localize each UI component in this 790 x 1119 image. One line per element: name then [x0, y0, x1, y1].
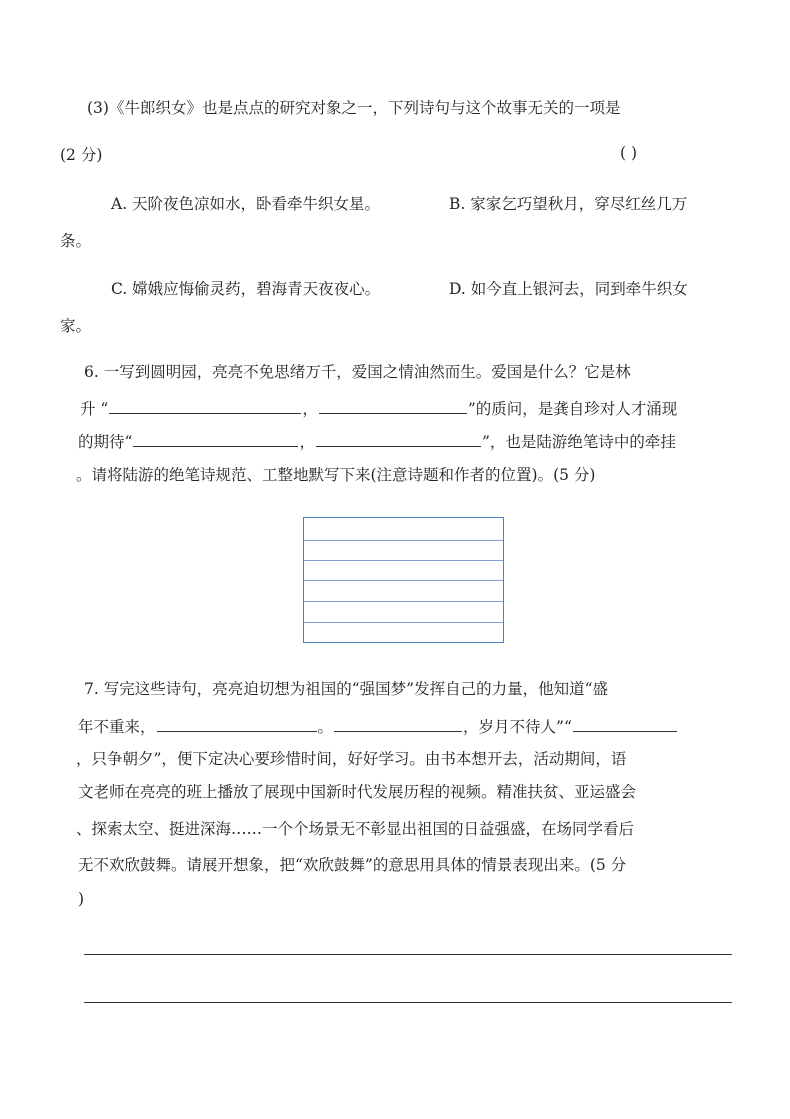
- q6-line3-prefix: 的期待“: [78, 433, 133, 451]
- answer-box-rule: [304, 601, 503, 602]
- q6-stem-line4: 。请将陆游的绝笔诗规范、工整地默写下来(注意诗题和作者的位置)。(5 分): [76, 466, 596, 484]
- q3-option-b-cont: 条。: [60, 232, 92, 250]
- q3-option-a: A. 天阶夜色凉如水，卧看牵牛织女星。: [111, 195, 381, 213]
- q6-line3-suffix: ”，也是陆游绝笔诗中的牵挂: [481, 433, 676, 451]
- q7-stem-line5: 、探索太空、挺进深海……一个个场景无不彰显出祖国的日益强盛，在场同学看后: [76, 820, 635, 838]
- q7-stem-line6: 无不欢欣鼓舞。请展开想象，把“欢欣鼓舞”的意思用具体的情景表现出来。(5 分: [78, 856, 627, 874]
- q6-blank-1[interactable]: [109, 397, 301, 414]
- q6-answer-box[interactable]: [303, 517, 504, 643]
- q7-blank-3[interactable]: [573, 715, 677, 732]
- q3-option-b: B. 家家乞巧望秋月，穿尽红丝几万: [449, 195, 688, 213]
- q7-line2-period: 。: [317, 718, 334, 736]
- q7-blank-2[interactable]: [334, 715, 462, 732]
- answer-box-rule: [304, 622, 503, 623]
- q6-blank-3[interactable]: [133, 430, 298, 447]
- q6-line2-prefix: 升 “: [80, 400, 109, 418]
- answer-box-rule: [304, 560, 503, 561]
- q7-stem-line4: 文老师在亮亮的班上播放了展现中国新时代发展历程的视频。精准扶贫、亚运盛会: [78, 783, 637, 801]
- q6-stem-line3: [78, 430, 676, 453]
- q7-stem-line2: [78, 715, 678, 738]
- q6-line3-comma: ，: [299, 433, 315, 451]
- answer-box-rule: [304, 580, 503, 581]
- q3-option-d: D. 如今直上银河去，同到牵牛织女: [449, 280, 688, 298]
- q3-answer-paren[interactable]: ( ): [620, 144, 638, 162]
- q7-stem-line7: ): [78, 890, 85, 908]
- q3-score: (2 分): [60, 146, 103, 164]
- q7-line2-prefix: 年不重来，: [78, 718, 156, 736]
- q3-option-d-cont: 家。: [60, 317, 92, 335]
- q7-stem-line3: ，只争朝夕”，便下定决心要珍惜时间，好好学习。由书本想开去，活动期间，语: [76, 750, 627, 768]
- q7-blank-1[interactable]: [157, 715, 317, 732]
- q7-stem-line1: 7. 写完这些诗句，亮亮迫切想为祖国的“强国梦”发挥自己的力量，他知道“盛: [84, 680, 608, 698]
- q3-option-c: C. 嫦娥应悔偷灵药，碧海青天夜夜心。: [111, 280, 381, 298]
- answer-box-rule: [304, 540, 503, 541]
- q6-stem-line2: [80, 397, 677, 420]
- q3-stem: (3)《牛郎织女》也是点点的研究对象之一，下列诗句与这个故事无关的一项是: [87, 99, 621, 117]
- q6-line2-suffix: ”的质问，是龚自珍对人才涌现: [467, 400, 678, 418]
- q6-stem-line1: 6. 一写到圆明园，亮亮不免思绪万千，爱国之情油然而生。爱国是什么？它是林: [84, 363, 631, 381]
- q6-blank-4[interactable]: [316, 430, 481, 447]
- q6-blank-2[interactable]: [319, 397, 467, 414]
- q7-writing-line-1[interactable]: [84, 954, 732, 955]
- q6-line2-comma: ，: [302, 400, 318, 418]
- q7-writing-line-2[interactable]: [84, 1002, 732, 1003]
- q7-line2-suffix: ，岁月不待人”“: [463, 718, 572, 736]
